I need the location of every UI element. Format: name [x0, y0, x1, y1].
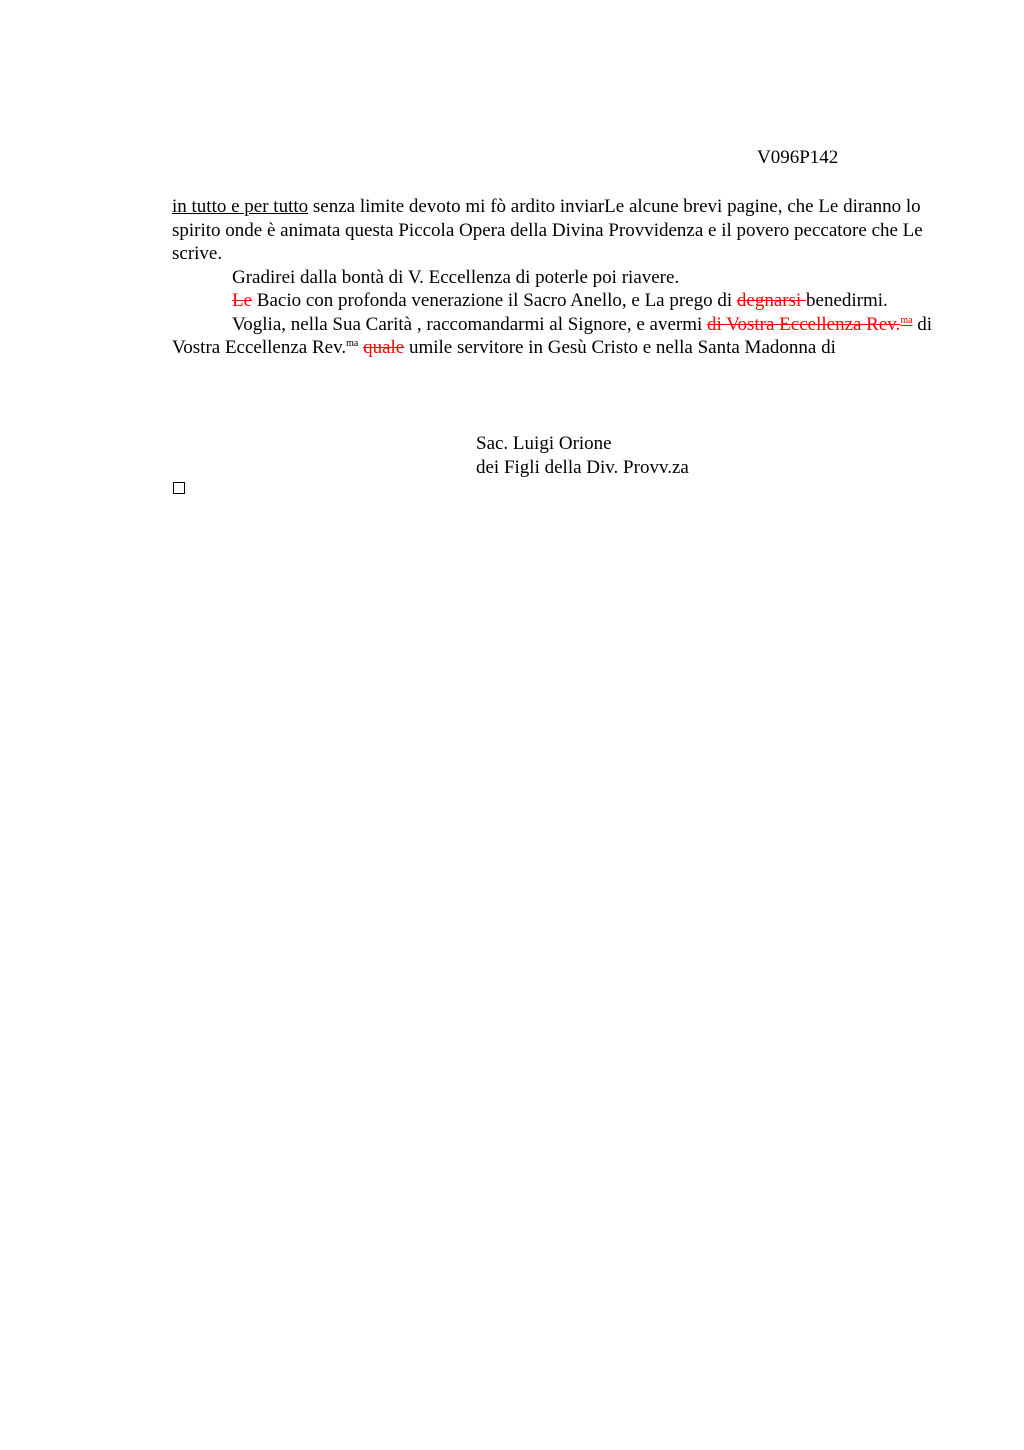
paragraph-4-text-4: umile servitore in Gesù Cristo e nella Santa Madonna di — [404, 337, 836, 358]
underlined-phrase: in tutto e per tutto — [172, 196, 309, 217]
superscript-ma: ma — [346, 338, 359, 349]
paragraph-3-text-2: benedirmi. — [806, 290, 888, 311]
page-identifier: V096P142 — [757, 147, 839, 168]
deleted-word-quale: quale — [363, 337, 405, 358]
paragraph-2-text: Gradirei dalla bontà di V. Eccellenza di poterle poi riavere. — [232, 266, 680, 288]
paragraph-4-text-1: Voglia, nella Sua Carità , raccomandarmi al Signore, e avermi — [232, 313, 708, 335]
deleted-superscript: ma — [900, 314, 913, 326]
deleted-word-le: Le — [232, 290, 253, 311]
letter-body — [172, 195, 962, 360]
paragraph-1 — [172, 195, 962, 266]
paragraph-3 — [172, 289, 962, 313]
signature-block — [476, 432, 689, 479]
deleted-word-degnarsi: degnarsi — [736, 290, 807, 311]
paragraph-4 — [172, 313, 962, 360]
deleted-phrase-text: di Vostra Eccellenza Rev. — [707, 313, 901, 335]
paragraph-1-text: senza limite devoto mi fò ardito inviarLe alcune brevi pagine, che Le diranno lo spirito onde è animata questa Piccola Opera della Divina Provvidenza e il povero peccatore che Le scrive. — [172, 196, 923, 264]
paragraph-3-text-1: Bacio con profonda venerazione il Sacro Anello, e La prego di — [252, 290, 737, 311]
signature-name: Sac. Luigi Orione — [476, 433, 612, 454]
signature-title: dei Figli della Div. Provv.za — [476, 456, 689, 478]
empty-square-icon — [173, 482, 185, 494]
paragraph-2 — [172, 266, 962, 290]
paragraph-4-text-2: di Vostra Eccellenza Rev. — [172, 313, 933, 358]
deleted-phrase-eccellenza — [707, 314, 913, 335]
